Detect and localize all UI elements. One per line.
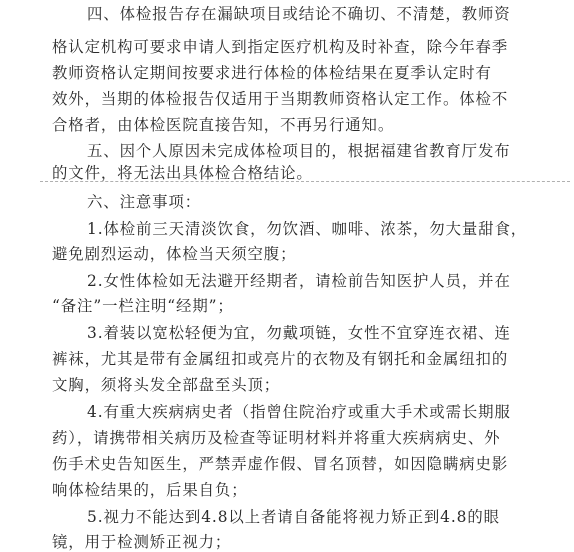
text-line: 格认定机构可要求申请人到指定医疗机构及时补查，除今年春季 [52,38,509,56]
section-heading: 六、注意事项： [87,193,202,211]
text-line: 药），请携带相关病历及检查等证明材料并将重大疾病病史、外 [52,429,501,447]
text-line: 4.有重大疾病病史者（指曾住院治疗或重大手术或需长期服 [87,403,511,421]
text-line: 五、因个人原因未完成体检项目的，根据福建省教育厅发布 [87,142,511,160]
section-divider [40,181,570,182]
text-line: 裤袜，尤其是带有金属纽扣或亮片的衣物及有钢托和金属纽扣的 [52,350,509,368]
text-line: 教师资格认定期间按要求进行体检的体检结果在夏季认定时有 [52,64,492,82]
text-line: 避免剧烈运动，体检当天须空腹； [52,245,297,263]
text-line: 1.体检前三天清淡饮食，勿饮酒、咖啡、浓茶，勿大量甜食， [87,220,528,238]
text-line: “备注”一栏注明“经期”； [52,297,234,315]
text-line: 响体检结果的，后果自负； [52,481,248,499]
text-line: 合格者，由体检医院直接告知，不再另行通知。 [52,116,395,134]
text-line: 效外，当期的体检报告仅适用于当期教师资格认定工作。体检不 [52,90,509,108]
text-line: 四、体检报告存在漏缺项目或结论不确切、不清楚，教师资 [87,5,511,23]
text-line: 的文件，将无法出具体检合格结论。 [52,164,313,182]
text-line: 5.视力不能达到4.8以上者请自备能将视力矫正到4.8的眼 [87,508,500,526]
text-line: 文胸，须将头发全部盘至头顶； [52,376,281,394]
text-line: 2.女性体检如无法避开经期者，请检前告知医护人员，并在 [87,272,511,290]
text-line: 伤手术史告知医生，严禁弄虚作假、冒名顶替，如因隐瞒病史影 [52,455,509,473]
text-line: 镜，用于检测矫正视力； [52,533,232,551]
text-line: 3.着装以宽松轻便为宜，勿戴项链，女性不宜穿连衣裙、连 [87,324,511,342]
